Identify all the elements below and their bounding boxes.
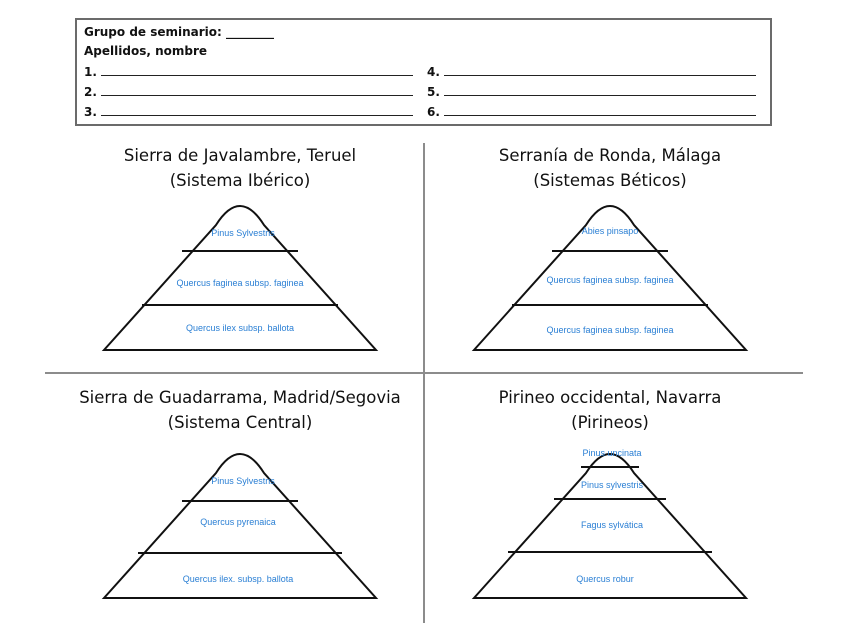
seminar-group-label: Grupo de seminario: ________ (84, 25, 275, 39)
panel-2-title-line1: Serranía de Ronda, Málaga (498, 146, 722, 165)
panel-4-title (430, 385, 790, 435)
name-line-4[interactable] (427, 64, 756, 79)
name-line-5[interactable] (427, 84, 756, 99)
name-number-5: 5. (427, 85, 440, 99)
vegetation-pyramid-2 (470, 195, 750, 355)
panel-4-title-line2: (Pirineos) (571, 413, 649, 432)
name-number-3: 3. (84, 105, 97, 119)
name-number-6: 6. (427, 105, 440, 119)
name-number-4: 4. (427, 65, 440, 79)
level-label: Quercus robur (576, 574, 634, 584)
panel-3-title-line1: Sierra de Guadarrama, Madrid/Segovia (79, 388, 401, 407)
vegetation-pyramid-4 (470, 443, 750, 603)
level-label: Pinus Sylvestris (211, 228, 275, 238)
name-line-2[interactable] (84, 84, 413, 99)
level-label: Quercus pyrenaica (200, 517, 276, 527)
level-label: Pinus Sylvestris (211, 476, 275, 486)
level-label: Abies pinsapo (581, 226, 639, 236)
vegetation-pyramid-1 (100, 195, 380, 355)
panel-3-title (50, 385, 430, 435)
name-line-1[interactable] (84, 64, 413, 79)
panel-1-title-line2: (Sistema Ibérico) (169, 171, 311, 190)
panel-4-title-line1: Pirineo occidental, Navarra (498, 388, 722, 407)
names-label: Apellidos, nombre (84, 44, 208, 58)
panel-2-title (430, 143, 790, 193)
level-label: Pinus sylvestris (580, 480, 644, 490)
name-line-6[interactable] (427, 104, 756, 119)
horizontal-divider (45, 372, 803, 374)
level-label: Quercus faginea subsp. faginea (176, 278, 304, 288)
level-label: Pinus uncinata (582, 448, 642, 458)
level-label: Quercus ilex. subsp. ballota (182, 574, 294, 584)
vertical-divider (423, 143, 425, 623)
panel-2-title-line2: (Sistemas Béticos) (533, 171, 687, 190)
panel-1-title-line1: Sierra de Javalambre, Teruel (123, 146, 357, 165)
vegetation-pyramid-3 (100, 443, 380, 603)
panel-3-title-line2: (Sistema Central) (167, 413, 313, 432)
name-number-1: 1. (84, 65, 97, 79)
level-label: Fagus sylvática (580, 520, 644, 530)
name-number-2: 2. (84, 85, 97, 99)
level-label: Quercus faginea subsp. faginea (546, 325, 674, 335)
name-line-3[interactable] (84, 104, 413, 119)
level-label: Quercus ilex subsp. ballota (185, 323, 295, 333)
level-label: Quercus faginea subsp. faginea (546, 275, 674, 285)
panel-1-title (60, 143, 420, 193)
